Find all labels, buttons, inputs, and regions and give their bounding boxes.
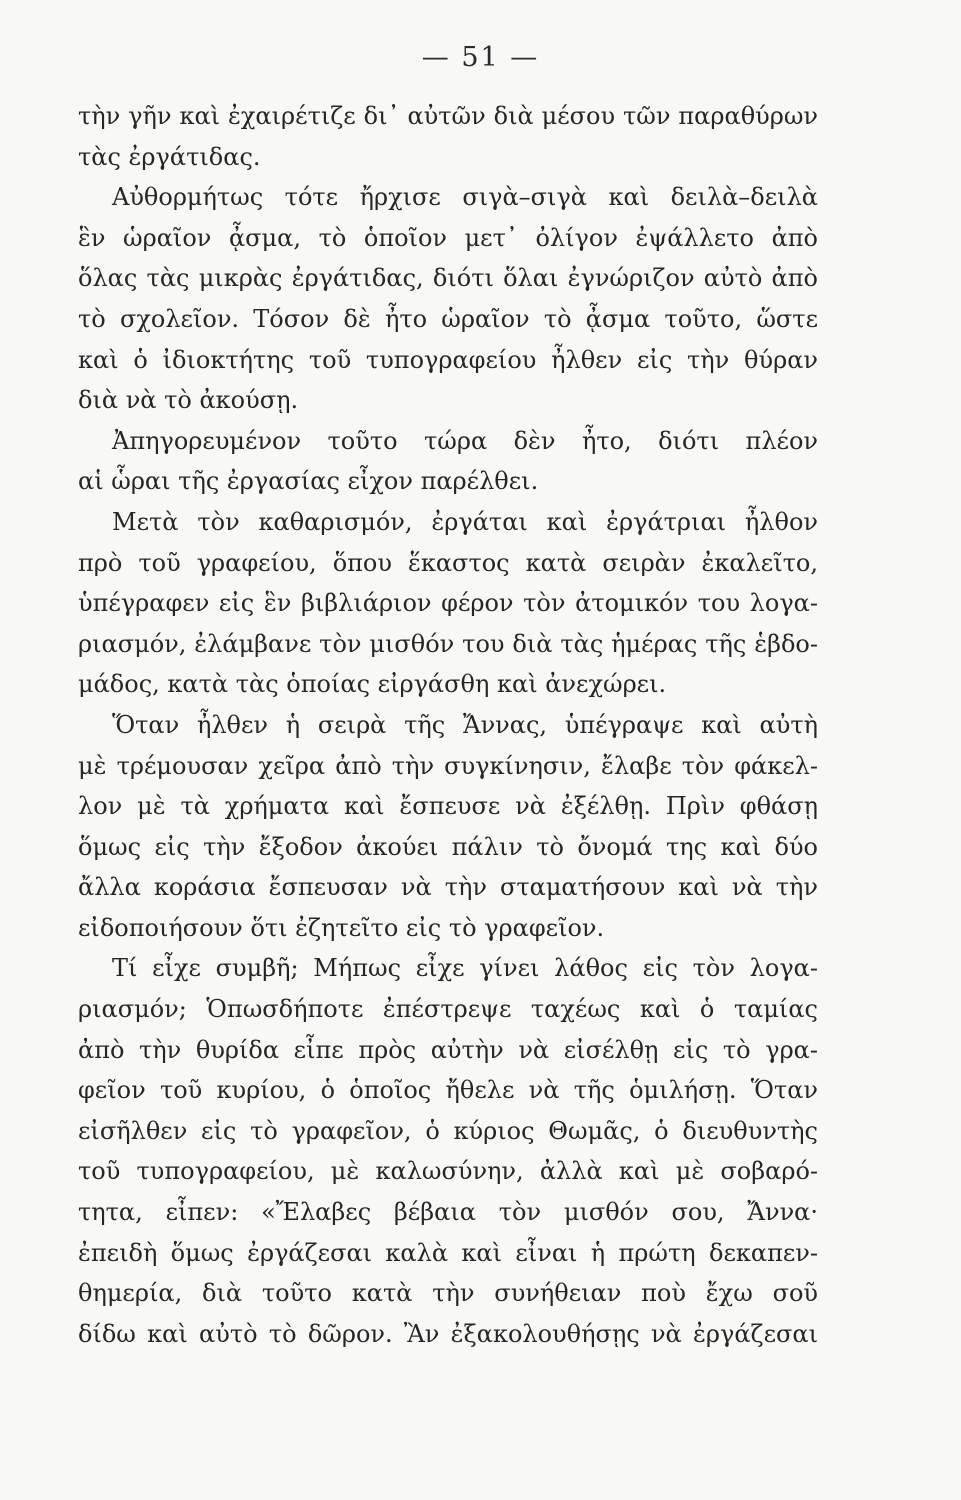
text-line: ὅλας τὰς μικρὰς ἐργάτιδας, διότι ὅλαι ἐγνώριζον αὐτὸ ἀπὸ bbox=[78, 264, 818, 293]
text-line: λον μὲ τὰ χρήματα καὶ ἔσπευσε νὰ ἐξέλθῃ. Πρὶν φθάσῃ bbox=[78, 792, 818, 821]
text-line: πρὸ τοῦ γραφείου, ὅπου ἕκαστος κατὰ σειρὰν ἐκαλεῖτο, bbox=[78, 548, 818, 577]
text-line: μάδος, κατὰ τὰς ὁποίας εἰργάσθη καὶ ἀνεχώρει. bbox=[78, 670, 667, 699]
text-line: Ὅταν ἦλθεν ἡ σειρὰ τῆς Ἄννας, ὑπέγραψε καὶ αὐτὴ bbox=[112, 710, 818, 739]
text-line: ριασμόν; Ὁπωσδήποτε ἐπέστρεψε ταχέως καὶ ὁ ταμίας bbox=[78, 995, 818, 1024]
text-line: τητα, εἶπεν: «Ἔλαβες βέβαια τὸν μισθόν σου, Ἄννα· bbox=[78, 1198, 818, 1227]
text-line: διὰ νὰ τὸ ἀκούσῃ. bbox=[78, 386, 299, 415]
body-text bbox=[78, 96, 818, 1354]
text-line: Τί εἶχε συμβῆ; Μήπως εἶχε γίνει λάθος εἰς τὸν λογα- bbox=[112, 954, 818, 983]
text-line: ὅμως εἰς τὴν ἔξοδον ἀκούει πάλιν τὸ ὄνομά της καὶ δύο bbox=[78, 832, 818, 861]
text-line: εἰδοποιήσουν ὅτι ἐζητεῖτο εἰς τὸ γραφεῖον. bbox=[78, 913, 605, 942]
text-line: ἀπὸ τὴν θυρίδα εἶπε πρὸς αὐτὴν νὰ εἰσέλθῃ εἰς τὸ γρα- bbox=[78, 1035, 818, 1064]
text-line: φεῖον τοῦ κυρίου, ὁ ὁποῖος ἤθελε νὰ τῆς ὁμιλήσῃ. Ὅταν bbox=[78, 1076, 818, 1105]
text-line: δίδω καὶ αὐτὸ τὸ δῶρον. Ἂν ἐξακολουθήσῃς νὰ ἐργάζεσαι bbox=[78, 1319, 818, 1348]
text-line: αἱ ὧραι τῆς ἐργασίας εἶχον παρέλθει. bbox=[78, 467, 539, 496]
text-line: ἐπειδὴ ὅμως ἐργάζεσαι καλὰ καὶ εἶναι ἡ πρώτη δεκαπεν- bbox=[78, 1238, 818, 1267]
text-line: τοῦ τυπογραφείου, μὲ καλωσύνην, ἀλλὰ καὶ μὲ σοβαρό- bbox=[78, 1157, 818, 1186]
page-number: — 51 — bbox=[421, 42, 540, 73]
text-line: ἓν ὡραῖον ᾆσμα, τὸ ὁποῖον μετ᾽ ὀλίγον ἐψάλλετο ἀπὸ bbox=[78, 223, 818, 252]
text-line: Μετὰ τὸν καθαρισμόν, ἐργάται καὶ ἐργάτριαι ἦλθον bbox=[112, 507, 818, 536]
text-line: τὸ σχολεῖον. Τόσον δὲ ἦτο ὡραῖον τὸ ᾆσμα τοῦτο, ὥστε bbox=[78, 304, 818, 333]
text-line: μὲ τρέμουσαν χεῖρα ἀπὸ τὴν συγκίνησιν, ἔλαβε τὸν φάκελ- bbox=[78, 751, 818, 780]
text-line: εἰσῆλθεν εἰς τὸ γραφεῖον, ὁ κύριος Θωμᾶς, ὁ διευθυντὴς bbox=[78, 1116, 818, 1145]
text-line: καὶ ὁ ἰδιοκτήτης τοῦ τυπογραφείου ἦλθεν εἰς τὴν θύραν bbox=[78, 345, 818, 374]
text-line: τὰς ἐργάτιδας. bbox=[78, 142, 261, 171]
text-line: Ἀπηγορευμένον τοῦτο τώρα δὲν ἦτο, διότι πλέον bbox=[112, 426, 818, 455]
text-line: τὴν γῆν καὶ ἐχαιρέτιζε δι᾽ αὐτῶν διὰ μέσου τῶν παραθύρων bbox=[78, 102, 818, 130]
text-line: θημερία, διὰ τοῦτο κατὰ τὴν συνήθειαν ποὺ ἔχω σοῦ bbox=[78, 1279, 818, 1308]
text-line: ἄλλα κοράσια ἔσπευσαν νὰ τὴν σταματήσουν καὶ νὰ τὴν bbox=[78, 873, 818, 902]
text-line: Αὐθορμήτως τότε ἤρχισε σιγὰ–σιγὰ καὶ δειλὰ–δειλὰ bbox=[112, 183, 818, 212]
text-line: ριασμόν, ἐλάμβανε τὸν μισθόν του διὰ τὰς ἡμέρας τῆς ἑβδο- bbox=[78, 629, 818, 658]
text-line: ὑπέγραφεν εἰς ἓν βιβλιάριον φέρον τὸν ἀτομικόν του λογα- bbox=[78, 589, 818, 618]
